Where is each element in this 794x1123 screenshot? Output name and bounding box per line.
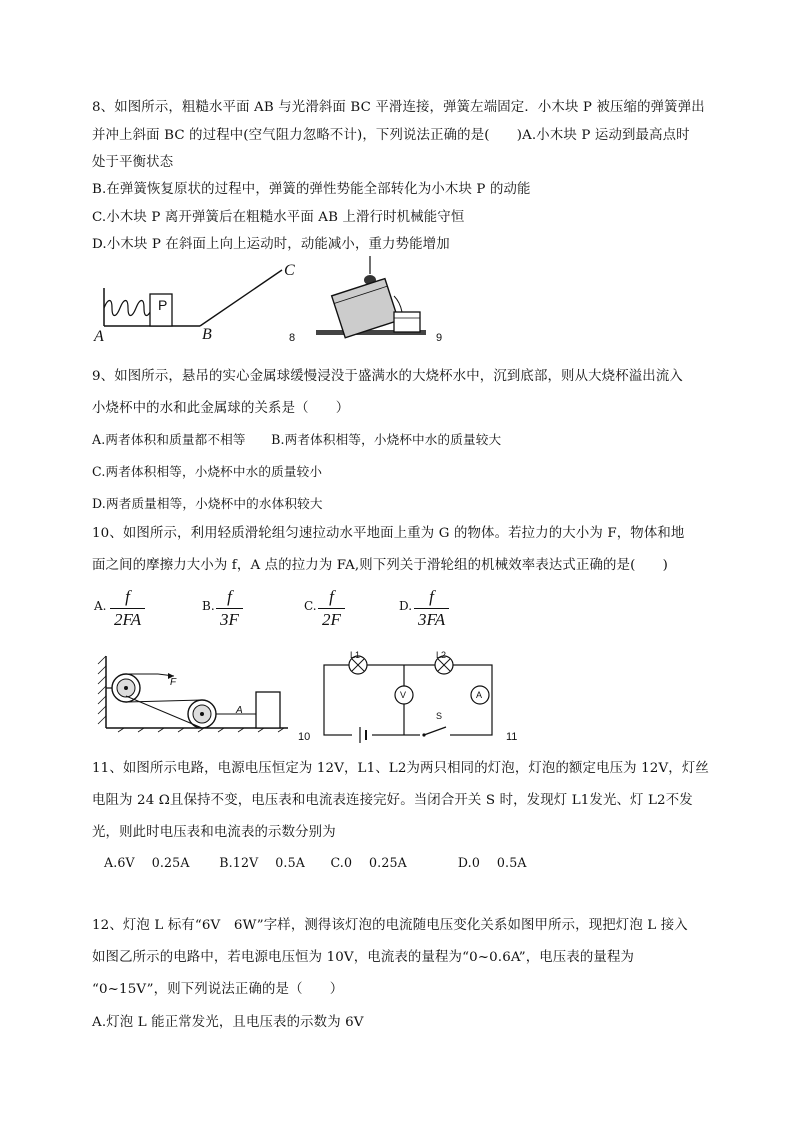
q10-option-d-den: 3FA [418, 610, 446, 629]
q8-stem-line2: 并冲上斜面 BC 的过程中(空气阻力忽略不计)，下列说法正确的是( )A.小木块 P 运动到最高点时 [92, 128, 690, 143]
figure-8-label-c: C [284, 262, 295, 279]
figure-8-label-a: A [94, 328, 104, 345]
q12-stem-line2: 如图乙所示的电路中，若电源电压恒为 10V，电流表的量程为“0~0.6A”，电压表的量程为 [92, 950, 635, 965]
q10-option-d-fraction [414, 587, 449, 630]
q10-option-c-fraction [318, 587, 345, 630]
q10-option-b-den: 3F [220, 610, 239, 629]
q10-option-c-label: C. [304, 599, 317, 613]
q10-stem-line2: 面之间的摩擦力大小为 f，A 点的拉力为 FA,则下列关于滑轮组的机械效率表达式正确的是( ) [92, 558, 668, 573]
figure-10-number: 10 [298, 731, 311, 743]
q8-option-c: C.小木块 P 离开弹簧后在粗糙水平面 AB 上滑行时机械能守恒 [92, 210, 465, 225]
figure-9-number: 9 [436, 332, 443, 344]
q10-option-a-fraction [110, 587, 145, 630]
figure-10-pulley-system [98, 656, 288, 732]
q10-option-a-label: A. [94, 599, 107, 613]
figure-11-label-voltmeter: V [400, 690, 407, 700]
q11-stem-line1: 11、如图所示电路，电源电压恒定为 12V，L1、L2为两只相同的灯泡，灯泡的额定电压为 12V，灯丝 [92, 761, 709, 776]
q8-stem-line3: 处于平衡状态 [92, 155, 174, 170]
q10-option-c-num: f [329, 587, 334, 606]
q10-option-c-den: 2F [322, 610, 341, 629]
q8-option-d: D.小木块 P 在斜面上向上运动时，动能减小，重力势能增加 [92, 237, 450, 252]
figure-11-label-ammeter: A [476, 690, 483, 700]
q11-stem-line2: 电阻为 24 Ω且保持不变，电压表和电流表连接完好。当闭合开关 S 时，发现灯 L1发光、灯 L2不发 [92, 793, 693, 808]
q10-option-b-label: B. [202, 599, 215, 613]
q9-option-c: C.两者体积相等，小烧杯中水的质量较小 [92, 464, 323, 479]
q12-option-a: A.灯泡 L 能正常发光，且电压表的示数为 6V [92, 1015, 364, 1030]
q8-option-b: B.在弹簧恢复原状的过程中，弹簧的弹性势能全部转化为小木块 P 的动能 [92, 182, 531, 197]
q8-stem-line1: 8、如图所示，粗糙水平面 AB 与光滑斜面 BC 平滑连接，弹簧左端固定．小木块 P 被压缩的弹簧弹出 [92, 100, 705, 115]
figure-8-number: 8 [289, 332, 296, 344]
q10-option-b-fraction [216, 587, 243, 630]
q12-stem-line1: 12、灯泡 L 标有“6V 6W”字样，测得该灯泡的电流随电压变化关系如图甲所示，现把灯泡 L 接入 [92, 918, 688, 933]
q9-stem-line2: 小烧杯中的水和此金属球的关系是（ ） [92, 401, 350, 416]
q10-option-a-den: 2FA [114, 610, 142, 629]
figure-11-label-l1: L1 [350, 650, 361, 660]
q10-option-d-label: D. [399, 599, 413, 613]
figure-10-label-a: A [236, 705, 243, 716]
figure-11-circuit [320, 655, 500, 737]
q10-option-d-num: f [429, 587, 434, 606]
figure-8-label-b: B [202, 326, 212, 343]
q9-option-d: D.两者质量相等，小烧杯中的水体积较大 [92, 496, 323, 511]
q10-option-b-num: f [227, 587, 232, 606]
figure-9-beakers [296, 256, 436, 342]
q10-option-a-num: f [125, 587, 130, 606]
figure-10-label-f: F [170, 677, 177, 688]
q11-options: A.6V 0.25A B.12V 0.5A C.0 0.25A D.0 0.5A [104, 855, 527, 870]
figure-11-label-switch: S [436, 711, 443, 721]
q11-stem-line3: 光，则此时电压表和电流表的示数分别为 [92, 825, 336, 840]
figure-11-number: 11 [506, 731, 518, 743]
q9-stem-line1: 9、如图所示，悬吊的实心金属球缓慢浸没于盛满水的大烧杯水中，沉到底部，则从大烧杯溢出流入 [92, 369, 683, 384]
q10-stem-line1: 10、如图所示，利用轻质滑轮组匀速拉动水平地面上重为 G 的物体。若拉力的大小为 F，物体和地 [92, 526, 685, 541]
figure-11-label-l2: L2 [436, 650, 447, 660]
q9-options-ab: A.两者体积和质量都不相等 B.两者体积相等，小烧杯中水的质量较大 [92, 432, 502, 447]
q12-stem-line3: “0~15V”，则下列说法正确的是（ ） [92, 982, 344, 997]
figure-8-label-p: P [158, 297, 168, 313]
